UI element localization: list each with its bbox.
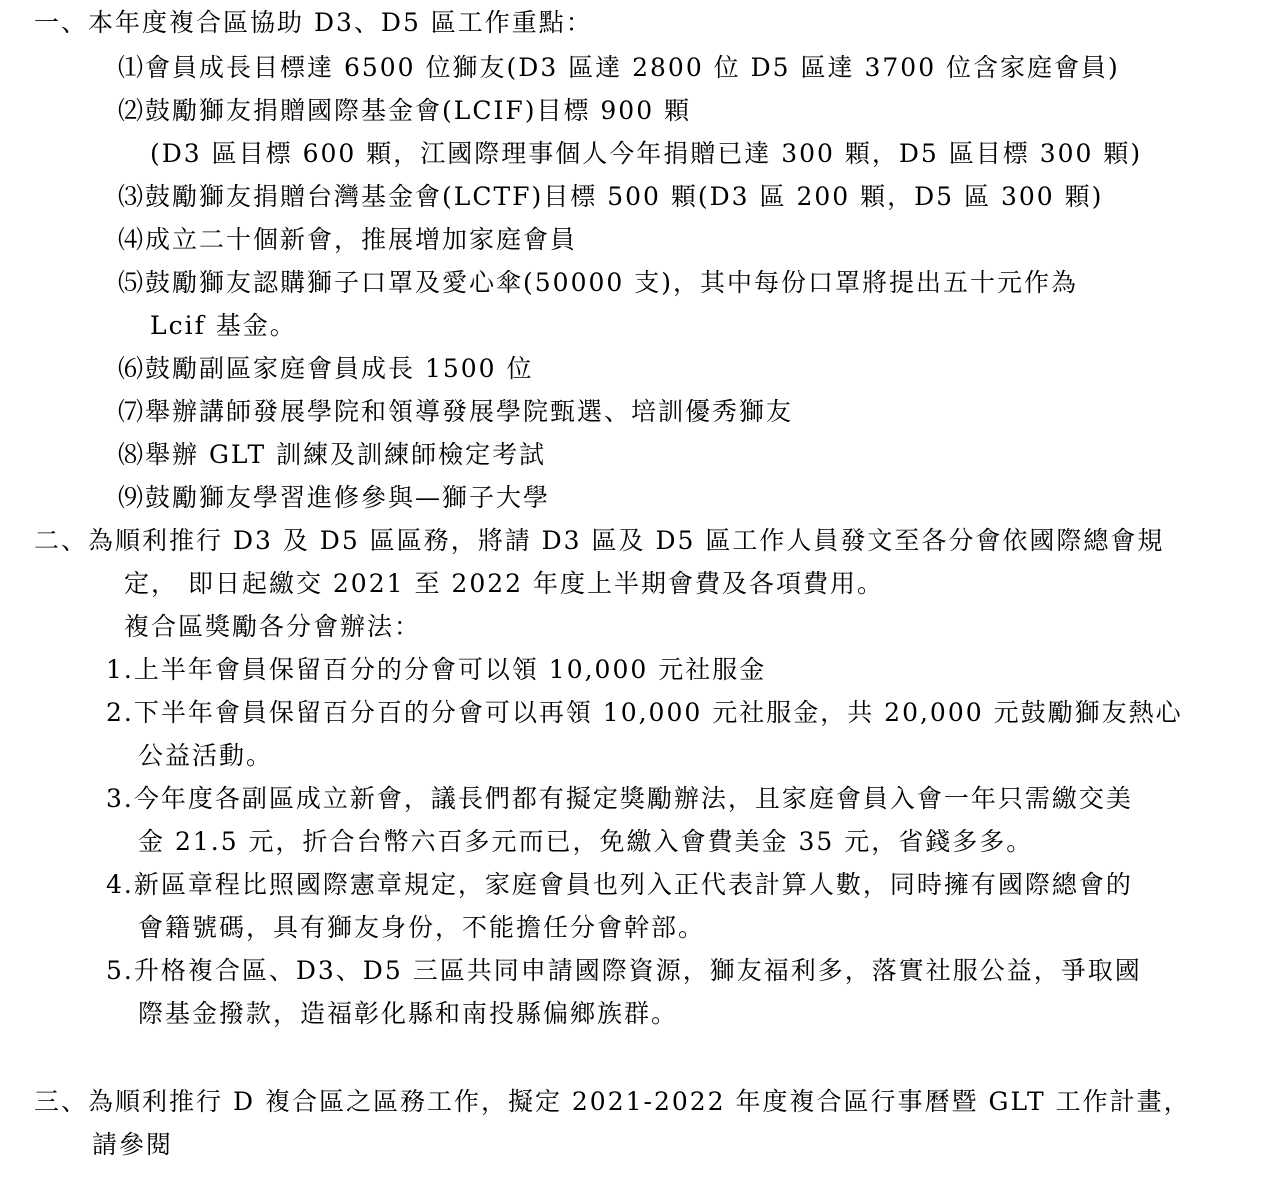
section2-subheading: 複合區獎勵各分會辦法：: [124, 612, 422, 641]
section2-item-5: 5.升格複合區、D3、D5 三區共同申請國際資源，獅友福利多，落實社服公益，爭取國: [106, 956, 1142, 985]
section2-item-2: 2.下半年會員保留百分百的分會可以再領 10,000 元社服金，共 20,000 元鼓勵獅友熱心: [106, 698, 1183, 727]
section1-item-2-detail: (D3 區目標 600 顆，江國際理事個人今年捐贈已達 300 顆，D5 區目標 300 顆): [150, 139, 1143, 168]
section1-item-4: ⑷成立二十個新會，推展增加家庭會員: [118, 225, 578, 254]
section2-item-3-cont: 金 21.5 元，折合台幣六百多元而已，免繳入會費美金 35 元，省錢多多。: [138, 827, 1034, 856]
section3-heading-line2: 請參閱: [92, 1130, 174, 1159]
section1-item-6: ⑹鼓勵副區家庭會員成長 1500 位: [118, 354, 534, 383]
section1-heading: 一、本年度複合區協助 D3、D5 區工作重點：: [34, 8, 593, 37]
section1-item-8: ⑻舉辦 GLT 訓練及訓練師檢定考試: [118, 440, 547, 469]
section2-item-4: 4.新區章程比照國際憲章規定，家庭會員也列入正代表計算人數，同時擁有國際總會的: [106, 870, 1133, 899]
section1-item-5: ⑸鼓勵獅友認購獅子口罩及愛心傘(50000 支)，其中每份口罩將提出五十元作為: [118, 268, 1078, 297]
section3-heading-line1: 三、為順利推行 D 複合區之區務工作，擬定 2021-2022 年度複合區行事曆暨 GLT 工作計畫，: [34, 1087, 1191, 1116]
section2-item-1: 1.上半年會員保留百分的分會可以領 10,000 元社服金: [106, 655, 767, 684]
section2-heading-line1: 二、為順利推行 D3 及 D5 區區務，將請 D3 區及 D5 區工作人員發文至各分會依國際總會規: [34, 526, 1165, 555]
section2-item-2-cont: 公益活動。: [138, 741, 274, 770]
section1-item-5-cont: Lcif 基金。: [150, 311, 297, 340]
section1-item-7: ⑺舉辦講師發展學院和領導發展學院甄選、培訓優秀獅友: [118, 397, 794, 426]
section2-item-5-cont: 際基金撥款，造福彰化縣和南投縣偏鄉族群。: [138, 999, 679, 1028]
section1-item-2: ⑵鼓勵獅友捐贈國際基金會(LCIF)目標 900 顆: [118, 96, 692, 125]
section2-item-4-cont: 會籍號碼，具有獅友身份，不能擔任分會幹部。: [138, 913, 706, 942]
section1-item-3: ⑶鼓勵獅友捐贈台灣基金會(LCTF)目標 500 顆(D3 區 200 顆，D5 區 300 顆): [118, 182, 1104, 211]
section2-heading-line2: 定， 即日起繳交 2021 至 2022 年度上半期會費及各項費用。: [124, 569, 884, 598]
section2-item-3: 3.今年度各副區成立新會，議長們都有擬定獎勵辦法，且家庭會員入會一年只需繳交美: [106, 784, 1133, 813]
section1-item-1: ⑴會員成長目標達 6500 位獅友(D3 區達 2800 位 D5 區達 3700 位含家庭會員): [118, 53, 1120, 82]
section1-item-9: ⑼鼓勵獅友學習進修參與—獅子大學: [118, 483, 551, 512]
